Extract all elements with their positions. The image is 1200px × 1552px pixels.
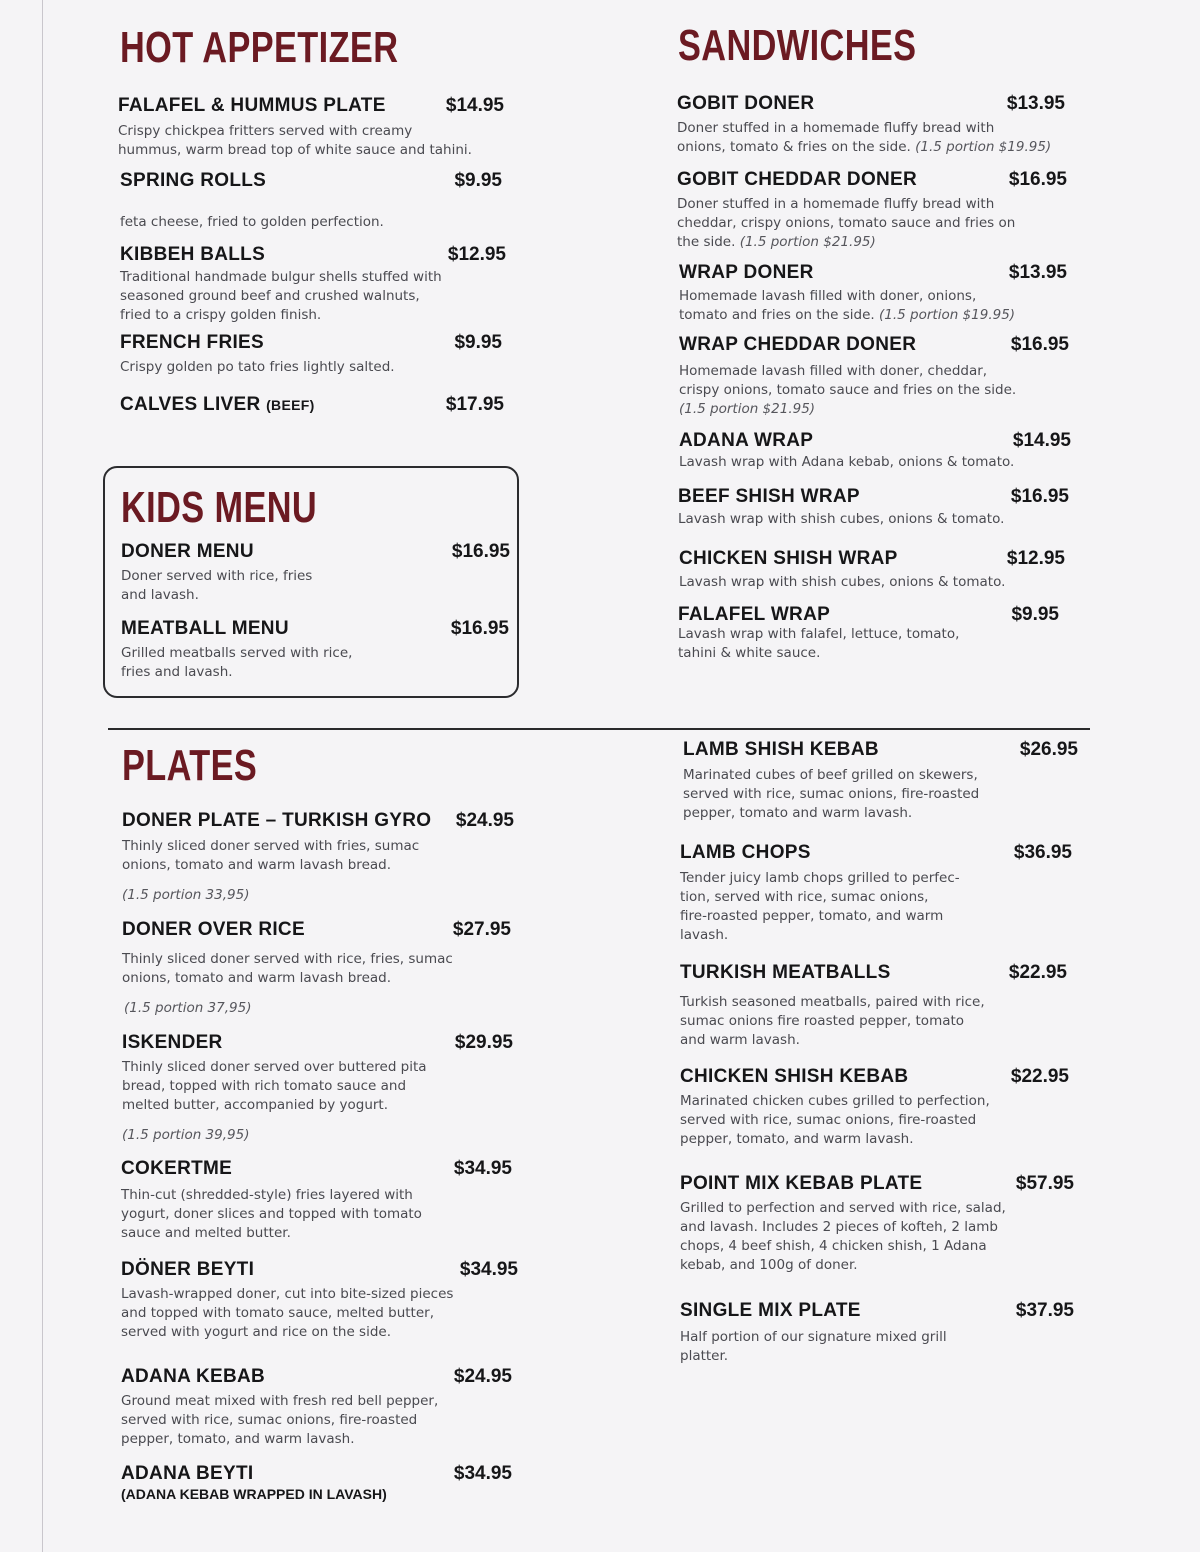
item-name: POINT MIX KEBAB PLATE — [680, 1173, 923, 1194]
menu-item-adana-beyti — [121, 1463, 512, 1502]
item-price: $22.95 — [1008, 962, 1067, 983]
item-price: $17.95 — [445, 394, 504, 415]
kids-menu-title: KIDS MENU — [121, 483, 318, 532]
menu-item-chicken-shish-wrap — [679, 548, 1065, 590]
item-name: CHICKEN SHISH WRAP — [679, 548, 898, 569]
item-desc — [677, 138, 1051, 157]
menu-item-doner-beyti — [121, 1259, 518, 1340]
item-desc: fries and lavash. — [121, 664, 233, 680]
sandwiches-title: SANDWICHES — [678, 21, 917, 70]
item-name: WRAP DONER — [679, 262, 814, 283]
menu-item-spring-rolls — [120, 170, 502, 230]
item-desc: served with yogurt and rice on the side. — [121, 1324, 391, 1340]
page-edge — [42, 0, 43, 1552]
item-desc: crispy onions, tomato sauce and fries on the side. — [679, 382, 1017, 398]
item-desc: Turkish seasoned meatballs, paired with rice, — [680, 994, 985, 1010]
item-name: DONER PLATE – TURKISH GYRO — [122, 810, 432, 831]
item-desc: and topped with tomato sauce, melted butter, — [121, 1305, 434, 1321]
item-desc: bread, topped with rich tomato sauce and — [122, 1078, 407, 1094]
item-desc: and warm lavash. — [680, 1032, 800, 1048]
item-name: WRAP CHEDDAR DONER — [679, 334, 917, 355]
menu-item-iskender — [122, 1032, 513, 1143]
item-desc: seasoned ground beef and crushed walnuts, — [120, 288, 420, 304]
item-desc: fried to a crispy golden finish. — [120, 307, 322, 323]
item-desc: yogurt, doner slices and topped with tomato — [121, 1206, 422, 1222]
item-desc: Ground meat mixed with fresh red bell pepper, — [121, 1393, 439, 1409]
item-desc: Lavash wrap with Adana kebab, onions & tomato. — [679, 454, 1015, 470]
item-desc: hummus, warm bread top of white sauce and tahini. — [118, 142, 472, 158]
menu-item-wrap-cheddar-doner — [679, 334, 1069, 417]
item-name: KIBBEH BALLS — [120, 244, 266, 265]
menu-item-adana-wrap — [679, 430, 1071, 470]
item-price: $16.95 — [450, 618, 509, 639]
item-price: $12.95 — [447, 244, 506, 265]
item-desc: Grilled meatballs served with rice, — [121, 645, 353, 661]
item-price: $12.95 — [1006, 548, 1065, 569]
menu-item-lamb-chops — [680, 842, 1072, 943]
item-name: FALAFEL WRAP — [678, 604, 831, 625]
item-desc: pepper, tomato, and warm lavash. — [680, 1131, 914, 1147]
item-desc: Doner stuffed in a homemade fluffy bread with — [677, 120, 995, 136]
menu-item-wrap-doner — [679, 262, 1067, 323]
item-name: DONER MENU — [121, 541, 254, 562]
plates-title: PLATES — [122, 741, 258, 790]
item-desc: and lavash. — [121, 587, 199, 603]
item-price: $22.95 — [1010, 1066, 1069, 1087]
item-desc: served with rice, sumac onions, fire-roasted — [683, 786, 980, 802]
menu-item-gobit-doner — [677, 93, 1065, 155]
item-desc: tahini & white sauce. — [678, 645, 821, 661]
item-price: $16.95 — [451, 541, 510, 562]
menu-item-meatball-menu — [121, 618, 509, 680]
item-desc: Lavash-wrapped doner, cut into bite-sized pieces — [121, 1286, 454, 1302]
item-desc: Lavash wrap with shish cubes, onions & tomato. — [679, 574, 1006, 590]
item-price: $34.95 — [453, 1158, 512, 1179]
item-desc: Tender juicy lamb chops grilled to perfec- — [680, 870, 960, 886]
menu-item-gobit-cheddar-doner — [677, 169, 1067, 250]
menu-item-kibbeh-balls — [120, 244, 506, 323]
item-desc — [679, 306, 1015, 325]
menu-item-lamb-shish-kebab — [683, 739, 1078, 821]
item-desc: platter. — [680, 1348, 729, 1364]
item-portion: (1.5 portion $21.95) — [679, 401, 816, 417]
item-desc: sauce and melted butter. — [121, 1225, 291, 1241]
item-desc: tion, served with rice, sumac onions, — [680, 889, 929, 905]
item-name: FRENCH FRIES — [120, 332, 264, 353]
hot-appetizer-title: HOT APPETIZER — [120, 23, 399, 72]
item-price: $24.95 — [455, 810, 514, 831]
item-name: DONER OVER RICE — [122, 919, 305, 940]
item-desc: served with rice, sumac onions, fire-roasted — [121, 1412, 418, 1428]
item-desc: pepper, tomato, and warm lavash. — [121, 1431, 355, 1447]
item-note: (ADANA KEBAB WRAPPED IN LAVASH) — [121, 1486, 387, 1502]
item-price: $14.95 — [1012, 430, 1071, 451]
item-portion: (1.5 portion $21.95) — [739, 234, 876, 250]
item-price: $9.95 — [1011, 604, 1059, 625]
item-price: $34.95 — [453, 1463, 512, 1484]
item-price: $57.95 — [1015, 1173, 1074, 1194]
item-desc: Thinly sliced doner served with rice, fries, sumac — [122, 951, 453, 967]
item-price: $14.95 — [445, 95, 504, 116]
menu-item-beef-shish-wrap — [678, 486, 1069, 527]
item-name-suffix: (BEEF) — [266, 397, 315, 413]
item-name: LAMB SHISH KEBAB — [683, 739, 879, 760]
item-desc: kebab, and 100g of doner. — [680, 1257, 858, 1273]
item-desc: melted butter, accompanied by yogurt. — [122, 1097, 389, 1113]
item-name: CHICKEN SHISH KEBAB — [680, 1066, 909, 1087]
menu-item-cokertme — [121, 1158, 512, 1241]
item-name: ADANA WRAP — [679, 430, 814, 451]
menu-item-calves-liver — [120, 394, 504, 416]
item-price: $34.95 — [459, 1259, 518, 1280]
item-name: COKERTME — [121, 1158, 233, 1179]
item-desc — [677, 233, 876, 252]
item-portion: (1.5 portion 33,95) — [122, 887, 250, 903]
item-name: GOBIT CHEDDAR DONER — [677, 169, 918, 190]
item-price: $24.95 — [453, 1366, 512, 1387]
menu-item-turkish-meatballs — [680, 962, 1067, 1048]
item-desc: Half portion of our signature mixed grill — [680, 1329, 947, 1345]
item-price: $37.95 — [1015, 1300, 1074, 1321]
item-desc-text: the side. — [677, 234, 736, 250]
item-price: $26.95 — [1019, 739, 1078, 760]
item-desc: Thinly sliced doner served over buttered pita — [122, 1059, 427, 1075]
item-desc: fire-roasted pepper, tomato, and warm — [680, 908, 944, 924]
item-desc: lavash. — [680, 927, 729, 943]
item-price: $29.95 — [454, 1032, 513, 1053]
item-name — [120, 394, 315, 416]
item-price: $16.95 — [1010, 334, 1069, 355]
item-name: GOBIT DONER — [677, 93, 815, 114]
item-name: FALAFEL & HUMMUS PLATE — [118, 95, 386, 116]
item-desc: cheddar, crispy onions, tomato sauce and fries on — [677, 215, 1016, 231]
item-desc-text: onions, tomato & fries on the side. — [677, 139, 911, 155]
item-desc: pepper, tomato and warm lavash. — [683, 805, 913, 821]
item-desc: sumac onions fire roasted pepper, tomato — [680, 1013, 965, 1029]
item-desc: Doner served with rice, fries — [121, 568, 313, 584]
item-portion: (1.5 portion 37,95) — [124, 1000, 252, 1016]
menu-item-french-fries — [120, 332, 502, 375]
item-price: $27.95 — [452, 919, 511, 940]
item-desc: Lavash wrap with falafel, lettuce, tomato, — [678, 626, 960, 642]
section-divider — [108, 728, 1090, 730]
item-name: SPRING ROLLS — [120, 170, 267, 191]
item-price: $13.95 — [1006, 93, 1065, 114]
item-name: LAMB CHOPS — [680, 842, 811, 863]
item-price: $9.95 — [454, 170, 502, 191]
item-desc: and lavash. Includes 2 pieces of kofteh, 2 lamb — [680, 1219, 998, 1235]
item-price: $16.95 — [1008, 169, 1067, 190]
item-name: ADANA KEBAB — [121, 1366, 266, 1387]
item-desc: onions, tomato and warm lavash bread. — [122, 857, 392, 873]
item-desc: Homemade lavash filled with doner, onions, — [679, 288, 977, 304]
item-desc: onions, tomato and warm lavash bread. — [122, 970, 392, 986]
item-name-text: CALVES LIVER — [120, 394, 261, 415]
item-name: MEATBALL MENU — [121, 618, 289, 639]
item-desc: Homemade lavash filled with doner, cheddar, — [679, 363, 988, 379]
menu-item-doner-plate — [122, 810, 514, 903]
item-price: $13.95 — [1008, 262, 1067, 283]
item-portion: (1.5 portion $19.95) — [879, 307, 1016, 323]
item-desc: Marinated chicken cubes grilled to perfection, — [680, 1093, 990, 1109]
item-desc: Thinly sliced doner served with fries, sumac — [122, 838, 420, 854]
item-name: ADANA BEYTI — [121, 1463, 254, 1484]
menu-item-doner-menu — [121, 541, 510, 603]
item-name: ISKENDER — [122, 1032, 223, 1053]
item-desc: Crispy chickpea fritters served with creamy — [118, 123, 413, 139]
item-desc: Lavash wrap with shish cubes, onions & tomato. — [678, 511, 1005, 527]
menu-item-single-mix-plate — [680, 1300, 1074, 1364]
item-portion: (1.5 portion $19.95) — [915, 139, 1052, 155]
item-price: $9.95 — [454, 332, 502, 353]
item-name: SINGLE MIX PLATE — [680, 1300, 861, 1321]
menu-item-doner-over-rice — [122, 919, 511, 1016]
item-portion: (1.5 portion 39,95) — [122, 1127, 250, 1143]
item-name: TURKISH MEATBALLS — [680, 962, 891, 983]
item-desc: Doner stuffed in a homemade fluffy bread with — [677, 196, 995, 212]
item-name: DÖNER BEYTI — [121, 1259, 255, 1280]
item-price: $36.95 — [1013, 842, 1072, 863]
item-desc: chops, 4 beef shish, 4 chicken shish, 1 Adana — [680, 1238, 987, 1254]
item-desc: Grilled to perfection and served with rice, salad, — [680, 1200, 1006, 1216]
item-name: BEEF SHISH WRAP — [678, 486, 860, 507]
item-desc: Marinated cubes of beef grilled on skewers, — [683, 767, 978, 783]
menu-item-falafel-hummus — [118, 95, 504, 158]
item-desc: Thin-cut (shredded-style) fries layered with — [121, 1187, 413, 1203]
item-desc: feta cheese, fried to golden perfection. — [120, 214, 384, 230]
item-desc: Traditional handmade bulgur shells stuffed with — [120, 269, 442, 285]
item-price: $16.95 — [1010, 486, 1069, 507]
item-desc: served with rice, sumac onions, fire-roasted — [680, 1112, 977, 1128]
item-desc-text: tomato and fries on the side. — [679, 307, 875, 323]
menu-item-chicken-shish-kebab — [680, 1066, 1069, 1147]
menu-item-falafel-wrap — [678, 604, 1059, 661]
item-desc: Crispy golden po tato fries lightly salted. — [120, 359, 395, 375]
menu-item-point-mix-kebab-plate — [680, 1173, 1074, 1273]
menu-item-adana-kebab — [121, 1366, 512, 1447]
